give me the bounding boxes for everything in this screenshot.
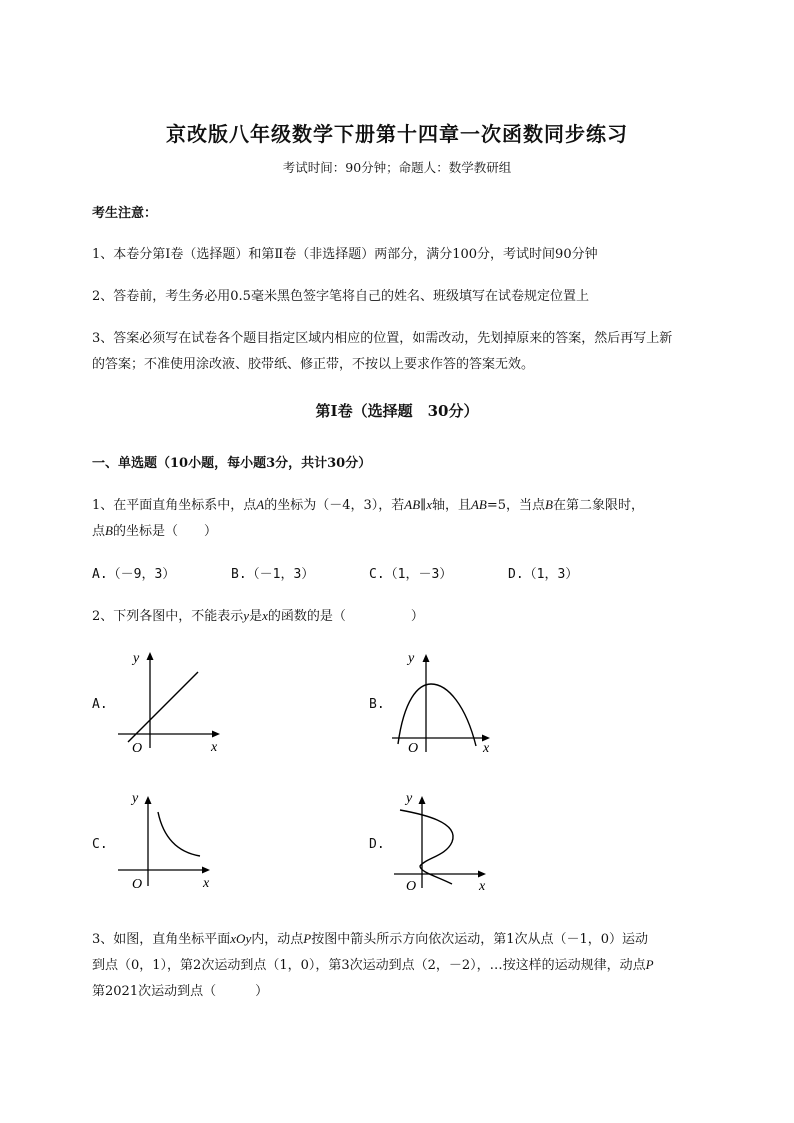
y-axis-arrow: [419, 796, 426, 804]
x-axis-arrow: [478, 871, 486, 878]
graph-b-parabola: [398, 684, 476, 746]
x-axis-arrow: [212, 731, 220, 738]
q2-option-d-label[interactable]: D.: [369, 837, 385, 852]
y-axis-label: y: [132, 791, 139, 806]
part-heading: 一、单选题（10小题，每小题3分，共计30分）: [92, 456, 372, 471]
y-axis-label: y: [408, 651, 415, 666]
question-3-line1: 3、如图，直角坐标平面xOy内，动点P按图中箭头所示方向依次运动，第1次从点（－1，0）运动: [92, 931, 649, 947]
y-axis-label: y: [133, 651, 140, 666]
origin-label: O: [408, 741, 419, 756]
q1-option-b[interactable]: B.（－1，3）: [231, 567, 315, 582]
y-axis-arrow: [423, 654, 430, 662]
origin-label: O: [132, 741, 143, 756]
graph-d-curve: [400, 810, 453, 884]
question-2-stem: 2、下列各图中，不能表示y是x的函数的是（ ）: [92, 608, 424, 624]
graph-c: [108, 786, 228, 894]
q1-option-d[interactable]: D.（1，3）: [508, 567, 579, 582]
graph-c-curve: [158, 812, 200, 856]
section-title: 第Ⅰ卷（选择题 30分）: [315, 402, 479, 420]
y-axis-arrow: [147, 652, 154, 660]
origin-label: O: [406, 879, 417, 894]
q1-option-a[interactable]: A.（－9，3）: [92, 567, 176, 582]
question-1-line1: 1、在平面直角坐标系中，点A的坐标为（－4，3），若AB∥x轴，且AB=5，当点B在第二象限时，: [92, 497, 645, 513]
x-axis-arrow: [202, 867, 210, 874]
notice-item-3-line1: 3、答案必须写在试卷各个题目指定区域内相应的位置，如需改动，先划掉原来的答案，然后再写上新: [92, 331, 673, 346]
q2-option-b-label[interactable]: B.: [369, 697, 385, 712]
origin-label: O: [132, 877, 143, 892]
page-title: 京改版八年级数学下册第十四章一次函数同步练习: [166, 122, 628, 146]
x-axis-label: x: [203, 876, 210, 891]
exam-info: 考试时间：90分钟；命题人：数学教研组: [282, 160, 512, 175]
graph-b: [386, 640, 506, 758]
q2-option-c-label[interactable]: C.: [92, 837, 108, 852]
question-3-line3: 第2021次运动到点（ ）: [92, 984, 269, 999]
q2-option-a-label[interactable]: A.: [92, 697, 108, 712]
notice-item-3-line2: 的答案；不准使用涂改液、胶带纸、修正带，不按以上要求作答的答案无效。: [92, 357, 535, 372]
x-axis-label: x: [211, 740, 218, 755]
notice-item-2: 2、答卷前，考生务必用0.5毫米黑色签字笔将自己的姓名、班级填写在试卷规定位置上: [92, 289, 589, 304]
graph-a: [108, 640, 228, 758]
graph-a-line: [128, 672, 198, 742]
graph-d: [386, 786, 506, 894]
q1-option-c[interactable]: C.（1，－3）: [369, 567, 453, 582]
question-3-line2: 到点（0，1），第2次运动到点（1，0），第3次运动到点（2，－2），…按这样的运动规律，动点P: [92, 957, 654, 973]
y-axis-label: y: [406, 791, 413, 806]
notice-heading: 考生注意：: [92, 206, 158, 221]
notice-item-1: 1、本卷分第Ⅰ卷（选择题）和第Ⅱ卷（非选择题）两部分，满分100分，考试时间90分钟: [92, 247, 598, 262]
x-axis-label: x: [483, 741, 490, 756]
y-axis-arrow: [145, 796, 152, 804]
x-axis-label: x: [479, 879, 486, 894]
question-1-line2: 点B的坐标是（ ）: [92, 523, 217, 539]
